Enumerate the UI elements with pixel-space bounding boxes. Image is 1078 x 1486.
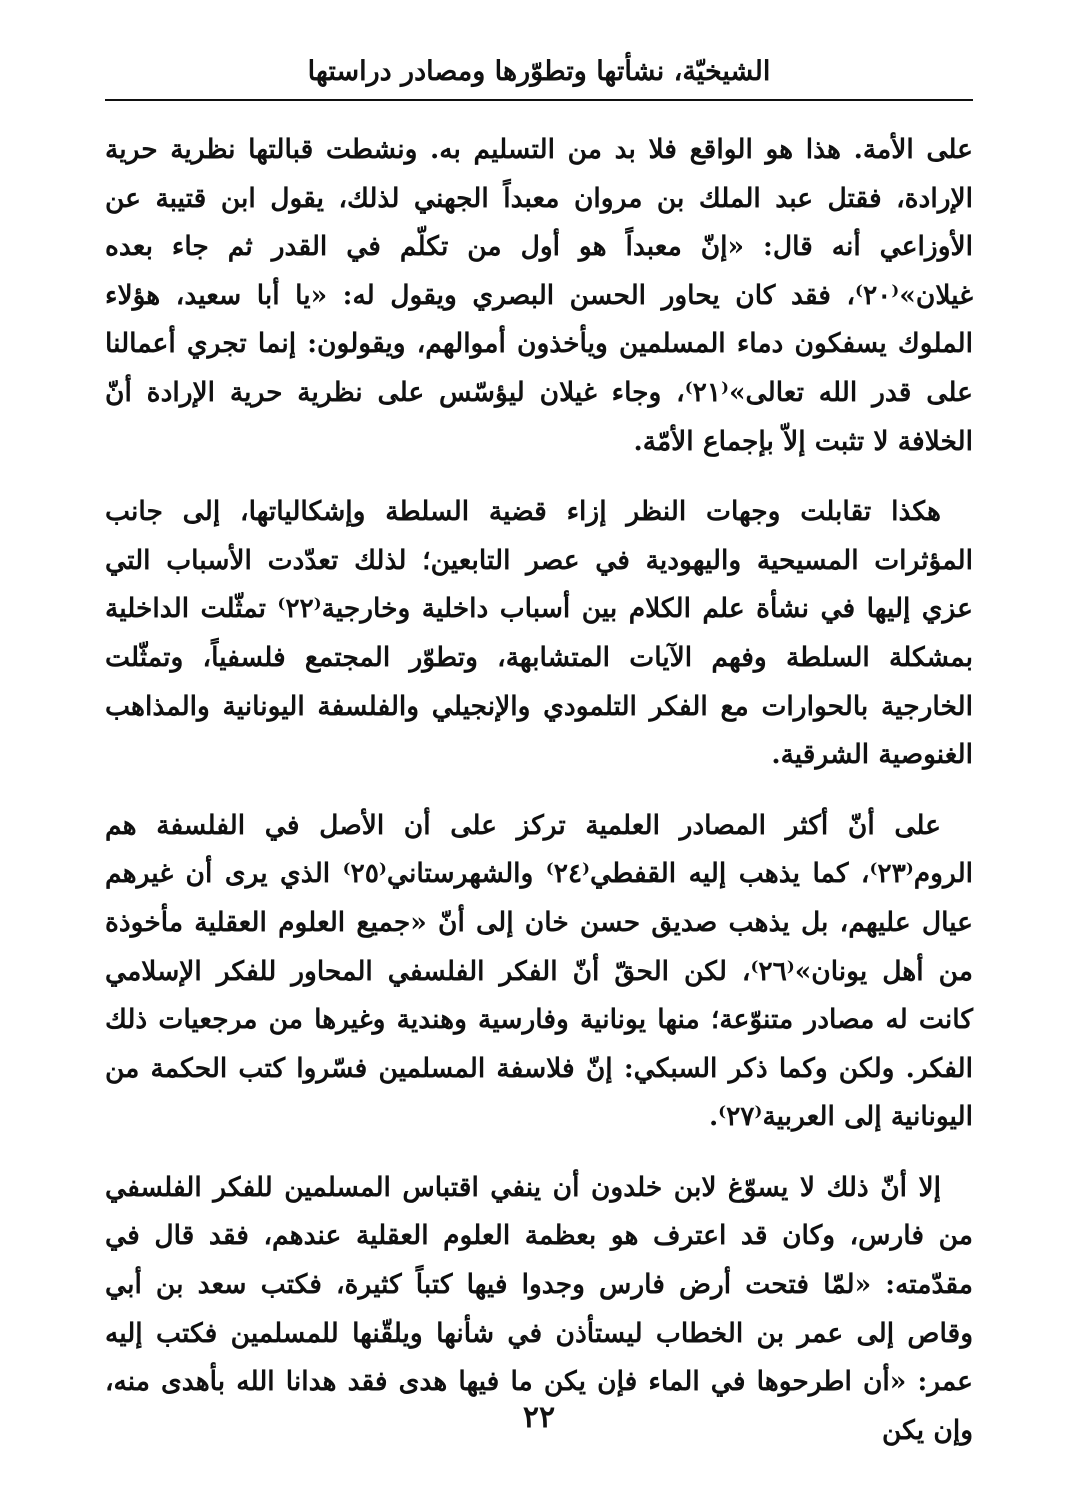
running-header: الشيخيّة، نشأتها وتطوّرها ومصادر دراستها xyxy=(307,56,771,87)
paragraph-4: إلا أنّ ذلك لا يسوّغ لابن خلدون أن ينفي اقتباس المسلمين للفكر الفلسفي من فارس، وكان قد اعترف هو بعظمة العلوم العقلية عندهم، فقد قال في مقدّمته: «لمّا فتحت أرض فارس وجدوا فيها كتباً كثيرة، فكتب سعد بن أبي وقاص إلى عمر بن الخطاب ليستأذن في شأنها ويلقّنها للمسلمين فكتب إليه عمر: «أن اطرحوها في الماء فإن يكن ما فيها هدى فقد هدانا الله بأهدى منه، وإن يكن xyxy=(105,1171,973,1446)
paragraph-3: على أنّ أكثر المصادر العلمية تركز على أن الأصل في الفلسفة هم الروم⁽٢٣⁾، كما يذهب إليه القفطي⁽٢٤⁾ والشهرستاني⁽٢٥⁾ الذي يرى أن غيرهم عيال عليهم، بل يذهب صديق حسن خان إلى أنّ «جميع العلوم العقلية مأخوذة من أهل يونان»⁽٢٦⁾، لكن الحقّ أنّ الفكر الفلسفي المحاور للفكر الإسلامي كانت له مصادر متنوّعة؛ منها يونانية وفارسية وهندية وغيرها من مرجعيات ذلك الفكر. ولكن وكما ذكر السبكي: إنّ فلاسفة المسلمين فسّروا كتب الحكمة من اليونانية إلى العربية⁽٢٧⁾. xyxy=(105,809,973,1133)
paragraph-1: على الأمة. هذا هو الواقع فلا بد من التسليم به. ونشطت قبالتها نظرية حرية الإرادة، فقتل عبد الملك بن مروان معبداً الجهني لذلك، يقول ابن قتيبة عن الأوزاعي أنه قال: «إنّ معبداً هو أول من تكلّم في القدر ثم جاء بعده غيلان»⁽٢٠⁾، فقد كان يحاور الحسن البصري ويقول له: «يا أبا سعيد، هؤلاء الملوك يسفكون دماء المسلمين ويأخذون أموالهم، ويقولون: إنما تجري أعمالنا على قدر الله تعالى»⁽٢١⁾، وجاء غيلان ليؤسّس على نظرية حرية الإرادة أنّ الخلافة لا تثبت إلاّ بإجماع الأمّة. xyxy=(105,134,973,457)
body-text xyxy=(105,126,973,1477)
header-rule xyxy=(105,99,973,101)
paragraph-2: هكذا تقابلت وجهات النظر إزاء قضية السلطة وإشكالياتها، إلى جانب المؤثرات المسيحية واليهودية في عصر التابعين؛ لذلك تعدّدت الأسباب التي عزي إليها في نشأة علم الكلام بين أسباب داخلية وخارجية⁽٢٢⁾ تمثّلت الداخلية بمشكلة السلطة وفهم الآيات المتشابهة، وتطوّر المجتمع فلسفياً، وتمثّلت الخارجية بالحوارات مع الفكر التلمودي والإنجيلي والفلسفة اليونانية والمذاهب الغنوصية الشرقية. xyxy=(105,496,973,771)
page-number: ٢٢ xyxy=(522,1400,556,1435)
